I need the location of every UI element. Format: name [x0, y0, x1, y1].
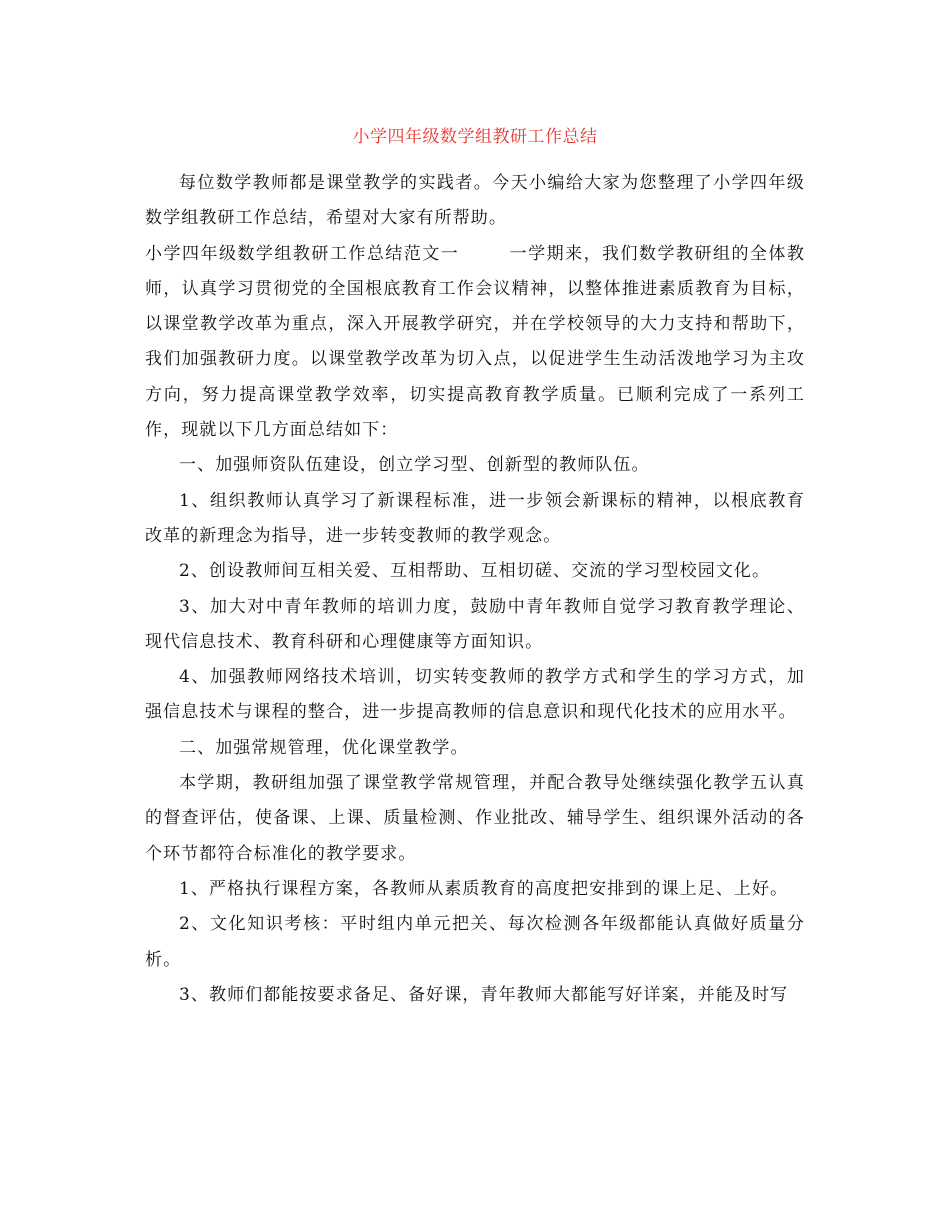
- section2-intro: 本学期，教研组加强了课堂教学常规管理，并配合教导处继续强化教学五认真的督查评估，使备课、上课、质量检测、作业批改、辅导学生、组织课外活动的各个环节都符合标准化的教学要求。: [145, 773, 805, 864]
- section2-heading: 二、加强常规管理，优化课堂教学。: [179, 737, 469, 758]
- section1-item-3: 3、加大对中青年教师的培训力度，鼓励中青年教师自觉学习教育教学理论、现代信息技术、教育科研和心理健康等方面知识。: [145, 596, 805, 652]
- intro-paragraph: 每位数学教师都是课堂教学的实践者。今天小编给大家为您整理了小学四年级数学组教研工作总结，希望对大家有所帮助。: [145, 173, 805, 229]
- section2-item-3: 3、教师们都能按要求备足、备好课，青年教师大都能写好详案，并能及时写: [179, 984, 789, 1005]
- document-body: [145, 166, 805, 1013]
- section2-item-2: 2、文化知识考核：平时组内单元把关、每次检测各年级都能认真做好质量分析。: [145, 914, 805, 970]
- section1-item-4: 4、加强教师网络技术培训，切实转变教师的教学方式和学生的学习方式，加强信息技术与课程的整合，进一步提高教师的信息意识和现代化技术的应用水平。: [145, 667, 805, 723]
- section1-item-1: 1、组织教师认真学习了新课程标准，进一步领会新课标的精神，以根底教育改革的新理念为指导，进一步转变教师的教学观念。: [145, 490, 805, 546]
- document-title: 小学四年级数学组教研工作总结: [352, 127, 598, 147]
- sample-paragraph: [145, 237, 805, 449]
- section1-heading: 一、加强师资队伍建设，创立学习型、创新型的教师队伍。: [179, 455, 650, 476]
- sample-intro: 一学期来，我们数学教研组的全体教师，认真学习贯彻党的全国根底教育工作会议精神，以整体推进素质教育为目标，以课堂教学改革为重点，深入开展教学研究，并在学校领导的大力支持和帮助下，我们加强教研力度。以课堂教学改革为切入点，以促进学生生动活泼地学习为主攻方向，努力提高课堂教学效率，切实提高教育教学质量。已顺利完成了一系列工作，现就以下几方面总结如下：: [145, 243, 806, 441]
- sample-heading: 小学四年级数学组教研工作总结范文一: [145, 243, 460, 264]
- section1-item-2: 2、创设教师间互相关爱、互相帮助、互相切磋、交流的学习型校园文化。: [179, 561, 771, 582]
- section2-item-1: 1、严格执行课程方案，各教师从素质教育的高度把安排到的课上足、上好。: [179, 878, 789, 899]
